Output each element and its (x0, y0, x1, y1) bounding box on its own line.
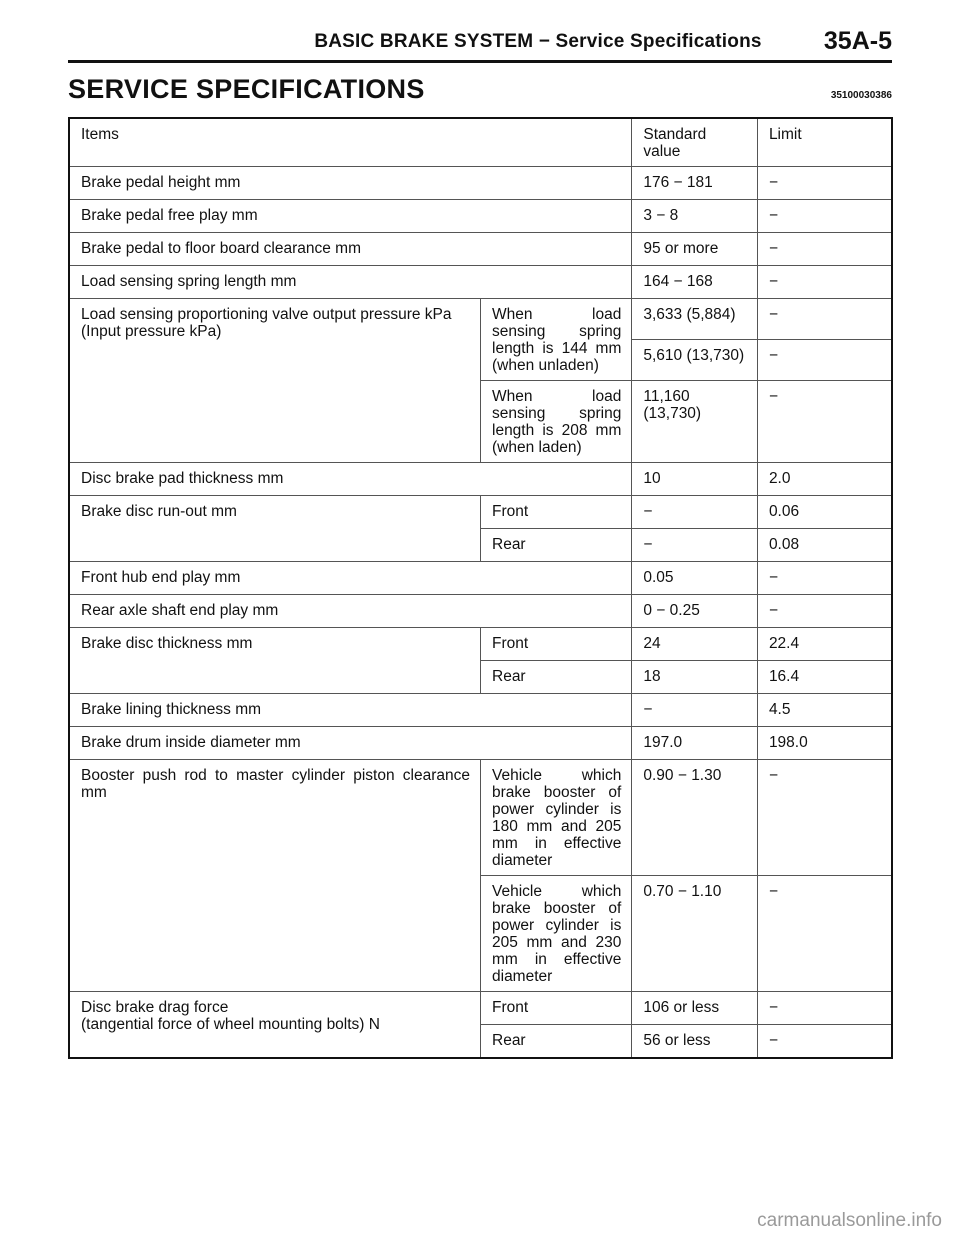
page-number: 35A-5 (823, 27, 892, 55)
limit-cell: 2.0 (757, 463, 892, 496)
section-title: BASIC BRAKE SYSTEM − Service Specifications (314, 31, 762, 52)
table-row (69, 200, 892, 233)
item-cell: Front hub end play mm (69, 562, 632, 595)
limit-cell: − (757, 167, 892, 200)
condition-cell: Rear (481, 529, 632, 562)
limit-cell: 4.5 (757, 694, 892, 727)
limit-cell: − (757, 299, 892, 340)
limit-cell: − (757, 595, 892, 628)
limit-cell: 22.4 (757, 628, 892, 661)
standard-cell: 56 or less (632, 1025, 758, 1058)
item-cell: Brake drum inside diameter mm (69, 727, 632, 760)
table-row (69, 496, 892, 529)
limit-cell: − (757, 760, 892, 876)
standard-cell: 10 (632, 463, 758, 496)
limit-cell: − (757, 200, 892, 233)
limit-cell: − (757, 381, 892, 463)
table-row (69, 562, 892, 595)
standard-cell: 197.0 (632, 727, 758, 760)
condition-cell: When load sensing spring length is 144 mm (when unladen) (481, 299, 632, 381)
standard-cell: 18 (632, 661, 758, 694)
standard-cell: 106 or less (632, 992, 758, 1025)
service-specifications-table (68, 117, 893, 1059)
table-row (69, 628, 892, 661)
condition-cell: Vehicle which brake booster of power cylinder is 205 mm and 230 mm in effective diameter (481, 876, 632, 992)
item-line: (Input pressure kPa) (81, 323, 222, 340)
standard-cell: 164 − 168 (632, 266, 758, 299)
standard-cell: 0 − 0.25 (632, 595, 758, 628)
table-row (69, 463, 892, 496)
item-cell (69, 992, 481, 1058)
limit-cell: − (757, 876, 892, 992)
item-cell: Load sensing spring length mm (69, 266, 632, 299)
standard-cell: 176 − 181 (632, 167, 758, 200)
item-cell: Brake pedal to floor board clearance mm (69, 233, 632, 266)
header-items: Items (69, 118, 632, 167)
limit-cell: − (757, 1025, 892, 1058)
watermark: carmanualsonline.info (757, 1210, 942, 1231)
item-line: Disc brake drag force (81, 999, 229, 1016)
limit-cell: 16.4 (757, 661, 892, 694)
table-row (69, 167, 892, 200)
condition-cell: Rear (481, 1025, 632, 1058)
table-row (69, 727, 892, 760)
limit-cell: 198.0 (757, 727, 892, 760)
item-cell: Booster push rod to master cylinder piston clearance mm (69, 760, 481, 992)
page-header (68, 28, 892, 63)
standard-cell: − (632, 496, 758, 529)
item-cell: Brake pedal free play mm (69, 200, 632, 233)
table-row (69, 760, 892, 876)
table-row (69, 266, 892, 299)
table-row (69, 694, 892, 727)
table-row (69, 595, 892, 628)
limit-cell: 0.06 (757, 496, 892, 529)
limit-cell: 0.08 (757, 529, 892, 562)
page-title: SERVICE SPECIFICATIONS (68, 74, 425, 104)
table-row (69, 992, 892, 1025)
item-cell: Rear axle shaft end play mm (69, 595, 632, 628)
condition-cell: Vehicle which brake booster of power cylinder is 180 mm and 205 mm in effective diameter (481, 760, 632, 876)
limit-cell: − (757, 992, 892, 1025)
standard-cell: 24 (632, 628, 758, 661)
table-header-row (69, 118, 892, 167)
item-cell: Brake disc run-out mm (69, 496, 481, 562)
condition-cell: Front (481, 628, 632, 661)
item-cell: Brake pedal height mm (69, 167, 632, 200)
standard-cell: 3 − 8 (632, 200, 758, 233)
header-standard-value: Standard value (632, 118, 758, 167)
standard-cell: 0.70 − 1.10 (632, 876, 758, 992)
item-line: (tangential force of wheel mounting bolts) N (81, 1016, 380, 1033)
limit-cell: − (757, 233, 892, 266)
item-cell (69, 299, 481, 463)
table-row (69, 233, 892, 266)
standard-cell: 5,610 (13,730) (632, 340, 758, 381)
document-code: 35100030386 (830, 90, 892, 101)
standard-cell: 0.05 (632, 562, 758, 595)
limit-cell: − (757, 562, 892, 595)
item-cell: Brake disc thickness mm (69, 628, 481, 694)
item-cell: Brake lining thickness mm (69, 694, 632, 727)
standard-cell: 3,633 (5,884) (632, 299, 758, 340)
standard-cell: − (632, 529, 758, 562)
table-row (69, 299, 892, 340)
item-cell: Disc brake pad thickness mm (69, 463, 632, 496)
limit-cell: − (757, 266, 892, 299)
condition-cell: Rear (481, 661, 632, 694)
limit-cell: − (757, 340, 892, 381)
header-limit: Limit (757, 118, 892, 167)
standard-cell: 0.90 − 1.30 (632, 760, 758, 876)
standard-cell: − (632, 694, 758, 727)
condition-cell: When load sensing spring length is 208 mm (when laden) (481, 381, 632, 463)
condition-cell: Front (481, 992, 632, 1025)
standard-cell: 11,160 (13,730) (632, 381, 758, 463)
item-line: Load sensing proportioning valve output pressure kPa (81, 306, 452, 323)
standard-cell: 95 or more (632, 233, 758, 266)
condition-cell: Front (481, 496, 632, 529)
